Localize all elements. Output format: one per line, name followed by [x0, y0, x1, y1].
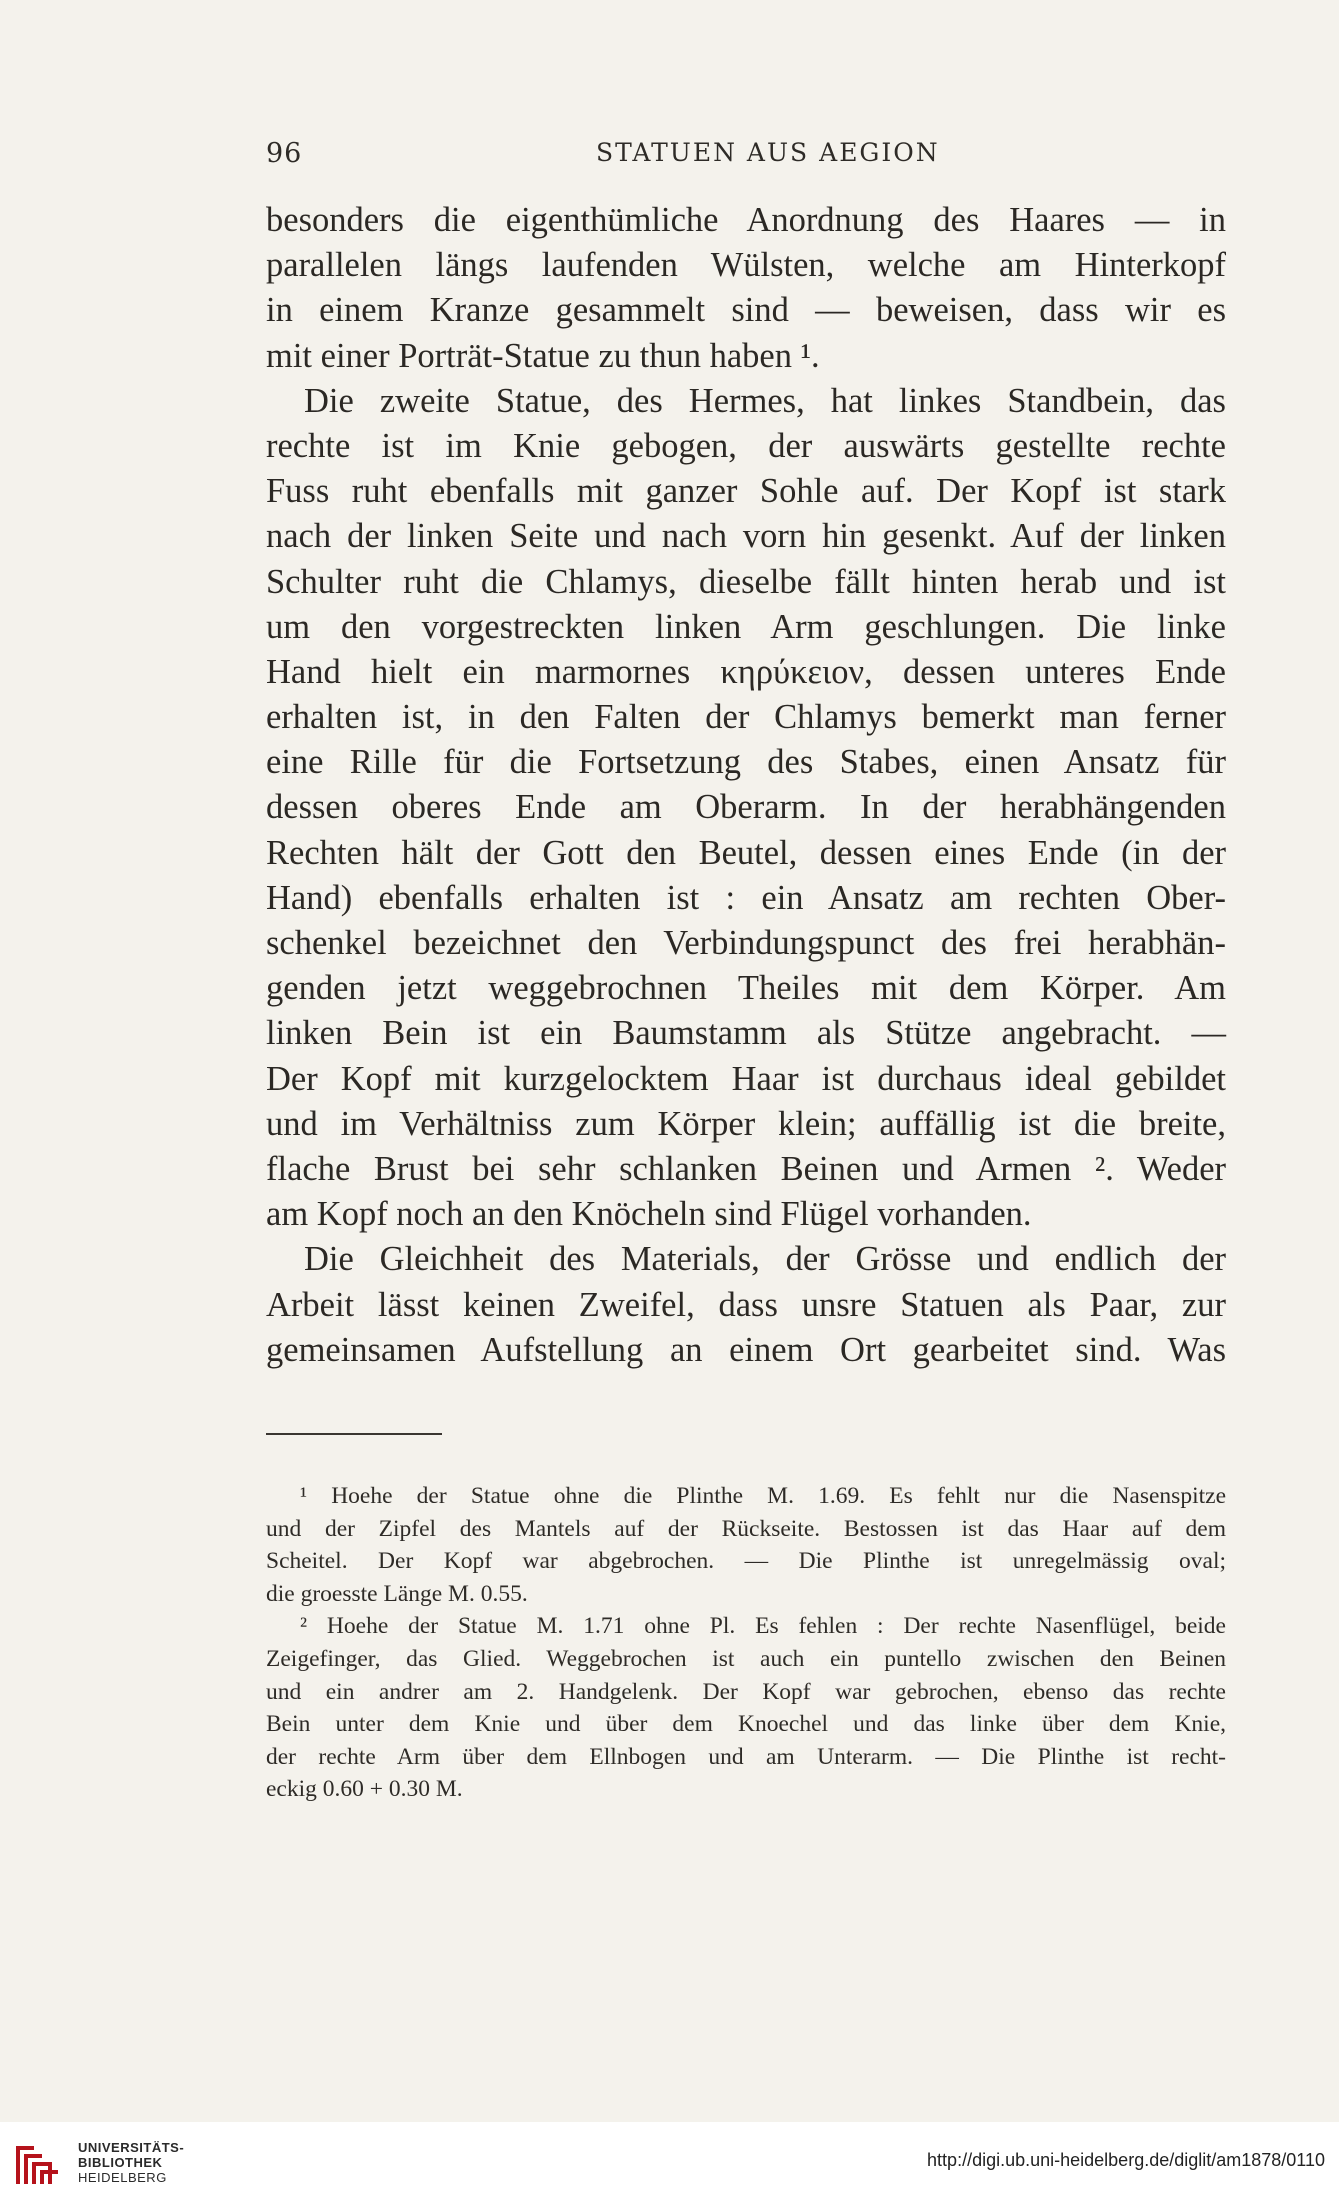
body-line: Schulter ruht die Chlamys, dieselbe fällt hinten herab und ist: [266, 562, 1226, 601]
page-number: 96: [266, 138, 303, 169]
body-line: genden jetzt weggebrochnen Theiles mit dem Körper. Am: [266, 969, 1226, 1008]
library-name: UNIVERSITÄTS- BIBLIOTHEK HEIDELBERG: [78, 2140, 185, 2185]
footnote-line: Scheitel. Der Kopf war abgebrochen. — Die Plinthe ist unregelmässig oval;: [266, 1548, 1226, 1575]
footnote-line: der rechte Arm über dem Ellnbogen und am Unterarm. — Die Plinthe ist recht-: [266, 1743, 1226, 1770]
body-line: Der Kopf mit kurzgelocktem Haar ist durchaus ideal gebildet: [266, 1059, 1226, 1098]
source-url[interactable]: http://digi.ub.uni-heidelberg.de/diglit/am1878/0110: [927, 2150, 1325, 2170]
body-line: dessen oberes Ende am Oberarm. In der herabhängenden: [266, 788, 1226, 827]
footnote-line: und der Zipfel des Mantels auf der Rückseite. Bestossen ist das Haar auf dem: [266, 1515, 1226, 1542]
body-line: und im Verhältniss zum Körper klein; auffällig ist die breite,: [266, 1104, 1226, 1143]
body-line: eine Rille für die Fortsetzung des Stabes, einen Ansatz für: [266, 743, 1226, 782]
body-line: Fuss ruht ebenfalls mit ganzer Sohle auf. Der Kopf ist stark: [266, 472, 1226, 511]
footnote-line: und ein andrer am 2. Handgelenk. Der Kopf war gebrochen, ebenso das rechte: [266, 1678, 1226, 1705]
body-line: schenkel bezeichnet den Verbindungspunct des frei herabhän-: [266, 924, 1226, 962]
body-line: am Kopf noch an den Knöcheln sind Flügel vorhanden.: [266, 1195, 1032, 1234]
footnotes: [266, 1480, 1226, 1806]
body-line: um den vorgestreckten linken Arm geschlungen. Die linke: [266, 607, 1226, 646]
body-line: mit einer Porträt-Statue zu thun haben ¹.: [266, 336, 820, 375]
university-library-logo: [14, 2136, 68, 2188]
body-line: Rechten hält der Gott den Beutel, dessen eines Ende (in der: [266, 833, 1226, 872]
body-line: besonders die eigenthümliche Anordnung des Haares — in: [266, 201, 1226, 239]
body-line: flache Brust bei sehr schlanken Beinen und Armen ². Weder: [266, 1149, 1226, 1188]
footnote-line: eckig 0.60 + 0.30 M.: [266, 1776, 463, 1803]
footnote-line: ² Hoehe der Statue M. 1.71 ohne Pl. Es fehlen : Der rechte Nasenflügel, beide: [300, 1613, 1226, 1640]
body-line: gemeinsamen Aufstellung an einem Ort gearbeitet sind. Was: [266, 1330, 1226, 1369]
body-line: nach der linken Seite und nach vorn hin gesenkt. Auf der linken: [266, 517, 1226, 556]
body-text: [266, 198, 1226, 1373]
body-line: Hand) ebenfalls erhalten ist : ein Ansatz am rechten Ober-: [266, 878, 1226, 917]
body-line: rechte ist im Knie gebogen, der auswärts gestellte rechte: [266, 426, 1226, 465]
footnote-divider: [266, 1433, 442, 1435]
body-line: Die zweite Statue, des Hermes, hat linkes Standbein, das: [304, 381, 1226, 420]
footnote-line: Bein unter dem Knie und über dem Knoechel und das linke über dem Knie,: [266, 1711, 1226, 1738]
body-line: Die Gleichheit des Materials, der Grösse und endlich der: [304, 1240, 1226, 1279]
body-line: Arbeit lässt keinen Zweifel, dass unsre Statuen als Paar, zur: [266, 1285, 1226, 1324]
running-title: STATUEN AUS AEGION: [596, 138, 940, 167]
footnote-line: Zeigefinger, das Glied. Weggebrochen ist auch ein puntello zwischen den Beinen: [266, 1645, 1226, 1672]
page-header: [266, 138, 1226, 178]
body-line: parallelen längs laufenden Wülsten, welche am Hinterkopf: [266, 246, 1226, 285]
body-line: erhalten ist, in den Falten der Chlamys bemerkt man ferner: [266, 698, 1226, 737]
footnote-line: die groesste Länge M. 0.55.: [266, 1580, 528, 1607]
library-footer: [0, 2122, 1339, 2200]
body-line: linken Bein ist ein Baumstamm als Stütze angebracht. —: [266, 1014, 1226, 1053]
footnote-line: ¹ Hoehe der Statue ohne die Plinthe M. 1.69. Es fehlt nur die Nasenspitze: [300, 1483, 1226, 1509]
body-line: Hand hielt ein marmornes κηρύκειον, dessen unteres Ende: [266, 652, 1226, 691]
body-line: in einem Kranze gesammelt sind — beweisen, dass wir es: [266, 291, 1226, 330]
